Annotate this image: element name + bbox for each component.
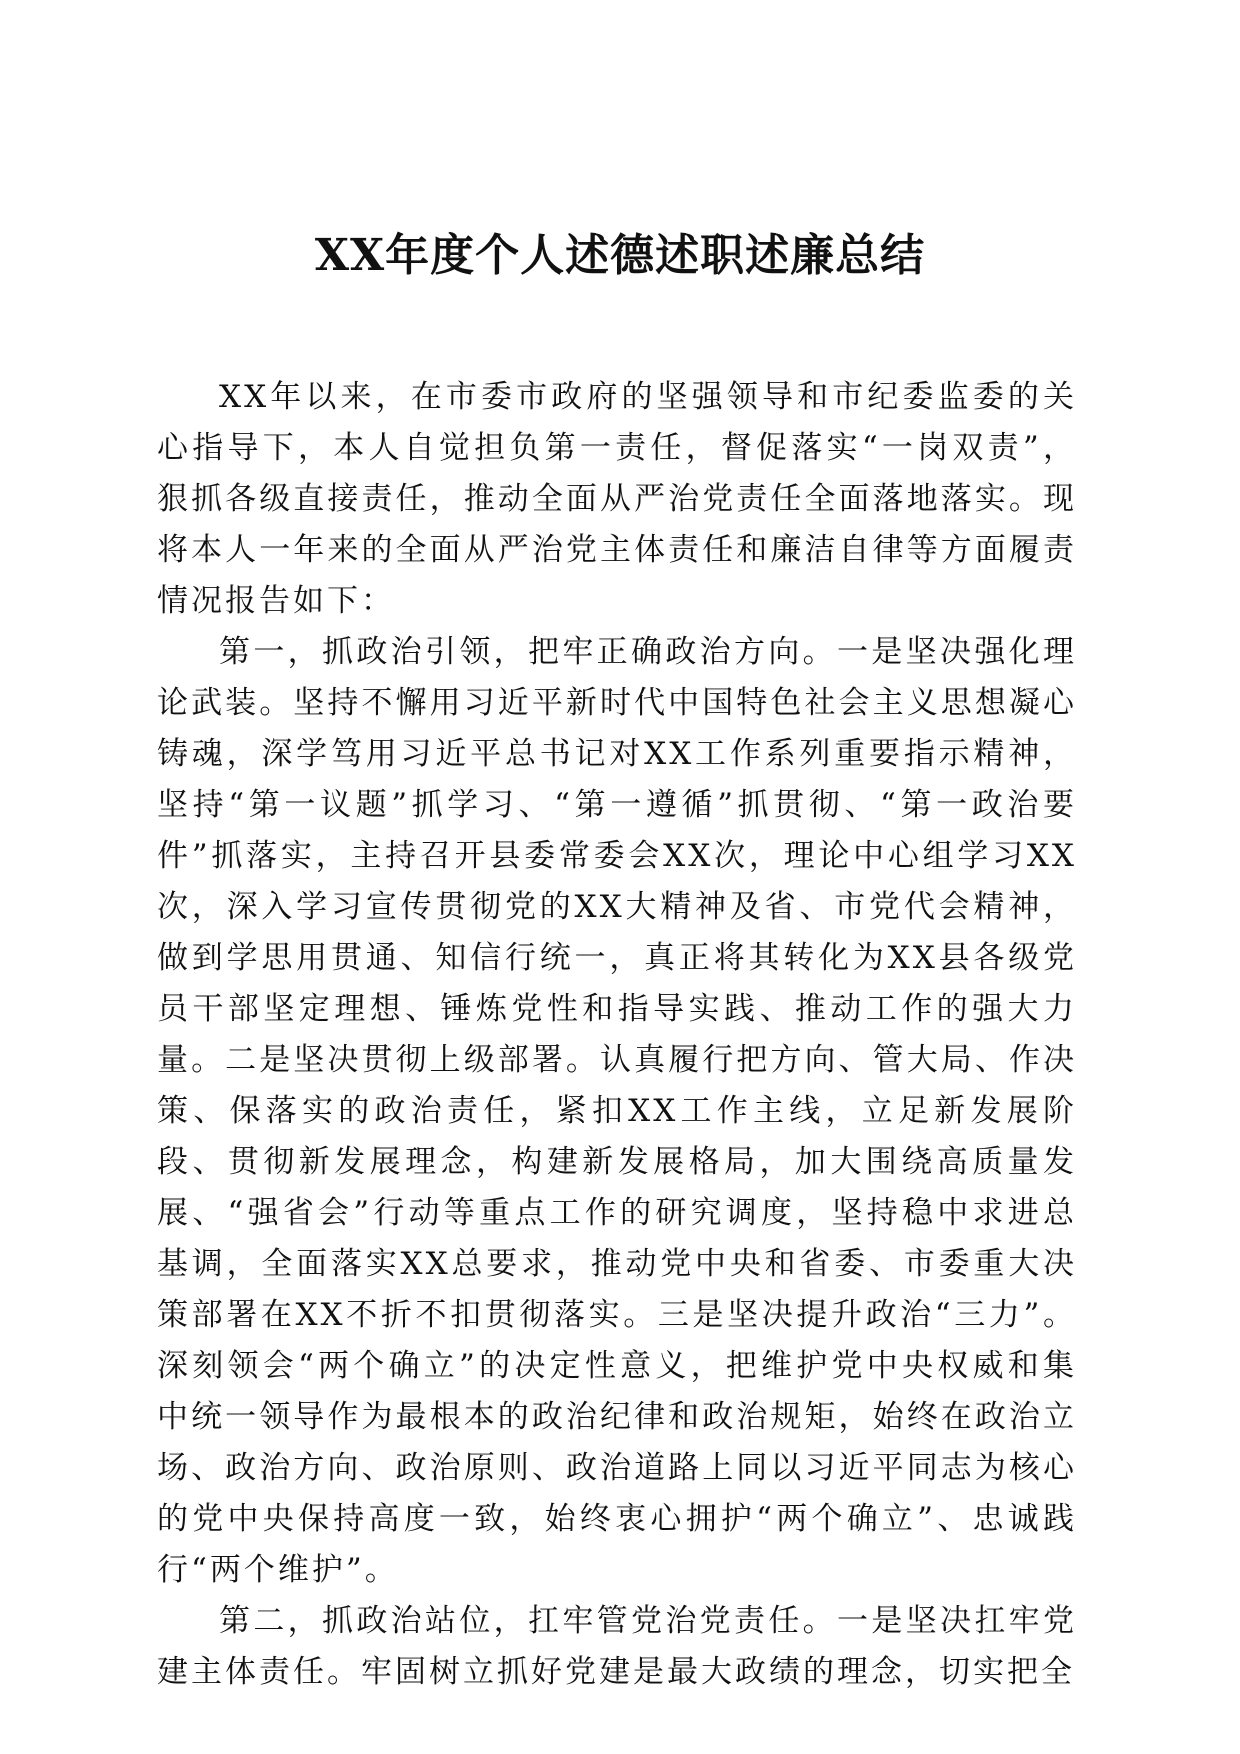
paragraph-section-1: 第一，抓政治引领，把牢正确政治方向。一是坚决强化理论武装。坚持不懈用习近平新时代中国特色社会主义思想凝心铸魂，深学笃用习近平总书记对XX工作系列重要指示精神，坚持“第一议题”抓学习、“第一遵循”抓贯彻、“第一政治要件”抓落实，主持召开县委常委会XX次，理论中心组学习XX次，深入学习宣传贯彻党的XX大精神及省、市党代会精神，做到学思用贯通、知信行统一，真正将其转化为XX县各级党员干部坚定理想、锤炼党性和指导实践、推动工作的强大力量。二是坚决贯彻上级部署。认真履行把方向、管大局、作决策、保落实的政治责任，紧扣XX工作主线，立足新发展阶段、贯彻新发展理念，构建新发展格局，加大围绕高质量发展、“强省会”行动等重点工作的研究调度，坚持稳中求进总基调，全面落实XX总要求，推动党中央和省委、市委重大决策部署在XX不折不扣贯彻落实。三是坚决提升政治“三力”。深刻领会“两个确立”的决定性意义，把维护党中央权威和集中统一领导作为最根本的政治纪律和政治规矩，始终在政治立场、政治方向、政治原则、政治道路上同以习近平同志为核心的党中央保持高度一致，始终衷心拥护“两个确立”、忠诚践行“两个维护”。 [157, 634, 1077, 1588]
paragraph-section-2: 第二，抓政治站位，扛牢管党治党责任。一是坚决扛牢党建主体责任。牢固树立抓好党建是最大政绩的理念，切实把全 [157, 1603, 1077, 1690]
document-title: XX年度个人述德述职述廉总结 [314, 230, 926, 281]
document-body [157, 372, 1077, 1698]
paragraph-intro: XX年以来，在市委市政府的坚强领导和市纪委监委的关心指导下，本人自觉担负第一责任，督促落实“一岗双责”，狠抓各级直接责任，推动全面从严治党责任全面落地落实。现将本人一年来的全面从严治党主体责任和廉洁自律等方面履责情况报告如下： [157, 379, 1077, 619]
